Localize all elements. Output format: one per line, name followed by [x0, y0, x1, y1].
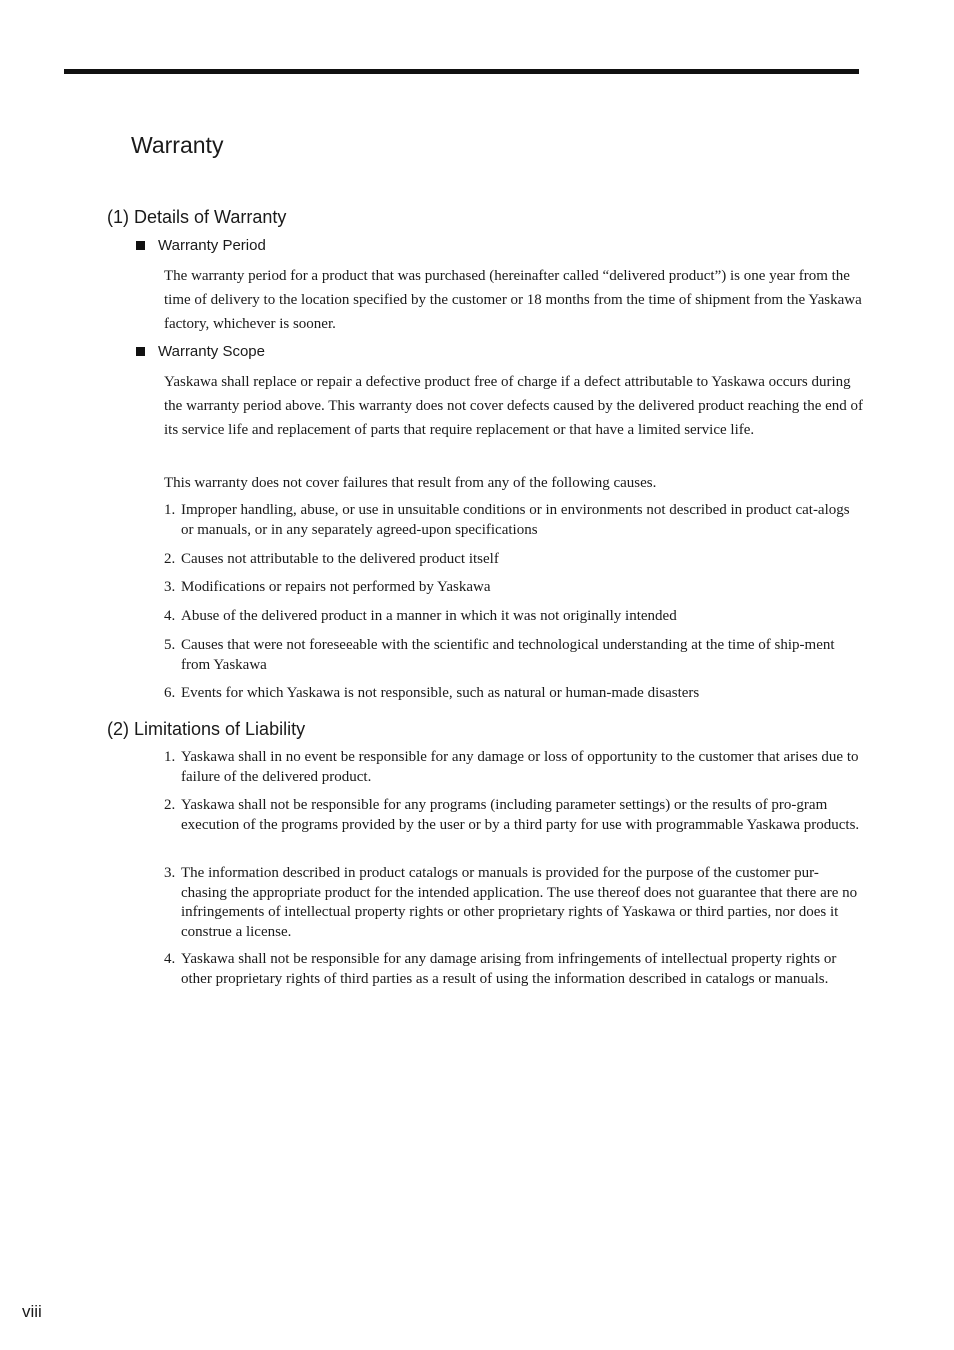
- list-item-number: 6.: [164, 685, 176, 701]
- list-item: [162, 607, 862, 627]
- list-item-number: 1.: [164, 749, 176, 765]
- warranty-period-text: The warranty period for a product that was purchased (hereinafter called “delivered product”) is one year from the time of delivery to the location specified by the customer or 18 months from the time of shipment from the Yaskawa factory, whichever is sooner.: [164, 268, 862, 332]
- page-number: viii: [22, 1302, 42, 1321]
- list-item: [162, 796, 862, 835]
- header-rule: [64, 69, 859, 74]
- list-item-number: 4.: [164, 608, 176, 624]
- list-item-number: 3.: [164, 865, 176, 881]
- subheading-warranty-period: [136, 237, 266, 254]
- page-title: Warranty: [131, 132, 224, 158]
- list-item-text: Abuse of the delivered product in a manner in which it was not originally intended: [181, 608, 677, 624]
- subheading-warranty-period-label: Warranty Period: [158, 237, 266, 254]
- list-item-text: Modifications or repairs not performed by Yaskawa: [181, 579, 491, 595]
- subheading-warranty-scope-label: Warranty Scope: [158, 343, 265, 360]
- list-item: [162, 578, 862, 598]
- section-heading-limitations-of-liability: (2) Limitations of Liability: [107, 719, 306, 739]
- list-item-number: 1.: [164, 502, 176, 518]
- square-bullet-icon: [136, 347, 145, 356]
- list-item-number: 2.: [164, 551, 176, 567]
- list-item-text: Yaskawa shall in no event be responsible for any damage or loss of opportunity to the customer that arises due to failure of the delivered product.: [181, 749, 859, 785]
- list-item-text: Causes that were not foreseeable with the scientific and technological understanding at the time of ship-ment from Yaskawa: [181, 637, 835, 673]
- list-item: [162, 864, 862, 942]
- list-item-text: Yaskawa shall not be responsible for any damage arising from infringements of intellectual property rights or other proprietary rights of third parties as a result of using the information described in catalogs or manuals.: [181, 951, 837, 987]
- subheading-warranty-scope: [136, 343, 265, 360]
- list-item-number: 4.: [164, 951, 176, 967]
- list-item: [162, 501, 862, 540]
- list-item: [162, 950, 862, 989]
- warranty-exclusions-intro: This warranty does not cover failures that result from any of the following causes.: [164, 475, 657, 491]
- list-item: [162, 636, 862, 675]
- list-item-number: 3.: [164, 579, 176, 595]
- list-item-text: The information described in product catalogs or manuals is provided for the purpose of the customer pur-chasing the appropriate product for the intended application. The use thereof does not guarantee that there are no infringements of intellectual property rights or other proprietary rights of Yaskawa or third parties, nor does it construe a license.: [181, 865, 858, 940]
- list-item: [162, 748, 862, 787]
- list-item-text: Yaskawa shall not be responsible for any programs (including parameter settings) or the results of pro-gram execution of the programs provided by the user or by a third party for use with programmable Yaskawa products.: [181, 797, 860, 833]
- list-item: [162, 550, 862, 570]
- list-item-number: 2.: [164, 797, 176, 813]
- list-item-text: Causes not attributable to the delivered product itself: [181, 551, 499, 567]
- square-bullet-icon: [136, 241, 145, 250]
- list-item-number: 5.: [164, 637, 176, 653]
- list-item-text: Improper handling, abuse, or use in unsuitable conditions or in environments not described in product cat-alogs or manuals, or in any separately agreed-upon specifications: [181, 502, 850, 538]
- warranty-scope-text: Yaskawa shall replace or repair a defective product free of charge if a defect attributable to Yaskawa occurs during the warranty period above. This warranty does not cover defects caused by the delivered product reaching the end of its service life and replacement of parts that require replacement or that have a limited service life.: [164, 374, 864, 438]
- list-item: [162, 684, 862, 704]
- section-heading-details-of-warranty: (1) Details of Warranty: [107, 207, 287, 227]
- list-item-text: Events for which Yaskawa is not responsible, such as natural or human-made disasters: [181, 685, 700, 701]
